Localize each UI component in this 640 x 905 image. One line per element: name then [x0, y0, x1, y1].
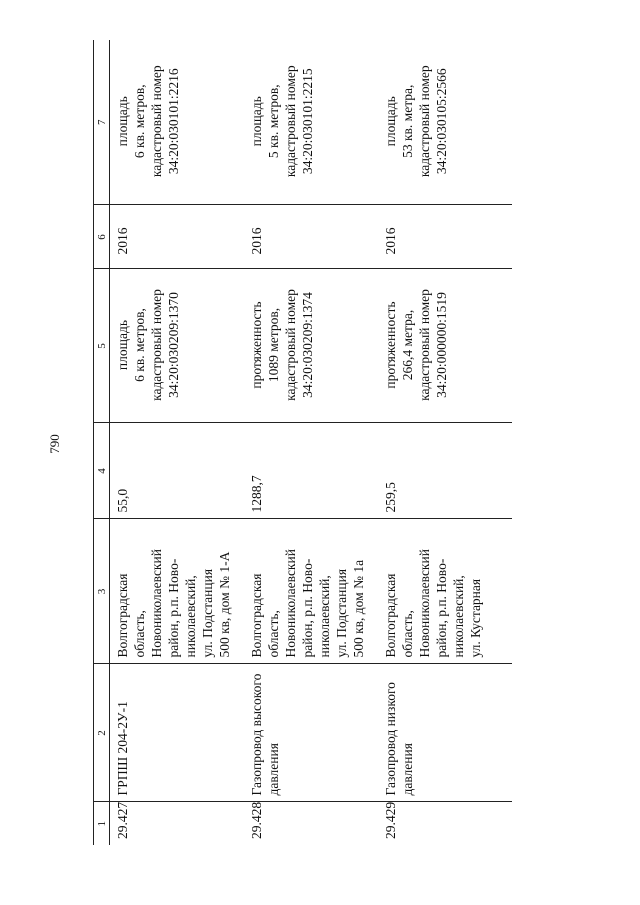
table-row [244, 40, 378, 845]
object-description-line: кадастровый номер [283, 289, 298, 401]
object-address-line: Новониколаевский [149, 549, 164, 658]
object-info-line: площадь [383, 96, 398, 147]
object-address-line: Волгоградская [249, 573, 264, 658]
object-address-line: область, [400, 610, 415, 658]
object-description-line: 34:20:000000:1519 [434, 292, 449, 398]
object-year-cell: 2016 [110, 205, 245, 269]
object-description-line: 34:20:030209:1374 [300, 292, 315, 398]
object-address-line: ул. Кустарная [468, 578, 483, 658]
header-col-2: 2 [94, 664, 110, 802]
object-info-line: кадастровый номер [149, 65, 164, 178]
object-name-line: Газопровод низкого [383, 682, 398, 796]
object-info-cell [244, 40, 378, 205]
object-info-cell [110, 40, 245, 205]
object-address-cell [110, 519, 245, 664]
object-name-line: давления [266, 743, 281, 796]
table-row [378, 40, 512, 845]
object-address-cell [244, 519, 378, 664]
object-address-line: Новониколаевский [283, 549, 298, 658]
object-description-cell [244, 269, 378, 423]
object-info-line: 34:20:030101:2215 [300, 68, 315, 175]
object-description-cell [378, 269, 512, 423]
object-info-line: 34:20:030105:2566 [434, 68, 449, 175]
object-year-cell: 2016 [378, 205, 512, 269]
row-number-cell: 29.428 [249, 801, 264, 839]
row-number-cell: 29.427 [115, 801, 130, 839]
header-col-1: 1 [94, 802, 110, 845]
object-address-line: Новониколаевский [417, 549, 432, 658]
object-name-cell [110, 664, 245, 802]
object-info-line: площадь [249, 96, 264, 147]
object-address-line: Волгоградская [115, 573, 130, 658]
object-description-line: кадастровый номер [417, 289, 432, 401]
property-table [93, 40, 512, 845]
object-address-line: ул. Подстанция [200, 568, 215, 658]
object-description-line: протяженность [249, 301, 264, 389]
object-name-line: Газопровод высокого [249, 673, 264, 796]
object-name-cell [244, 664, 378, 802]
object-description-line: 1089 метров, [266, 307, 281, 383]
object-info-line: кадастровый номер [417, 65, 432, 178]
object-address-line: область, [132, 610, 147, 658]
object-info-line: кадастровый номер [283, 65, 298, 178]
object-value-cell: 1288,7 [244, 423, 378, 519]
page-number: 790 [47, 434, 62, 454]
rotated-table-container [93, 40, 483, 845]
object-name-line: ГРПШ 204-2У-1 [115, 701, 130, 796]
header-col-7: 7 [94, 40, 110, 205]
object-description-line: 266,4 метра, [400, 309, 415, 381]
object-address-line: 500 кв, дом № 1-А [217, 551, 232, 658]
header-col-5: 5 [94, 269, 110, 423]
object-address-line: район, р.п. Ново- [300, 558, 315, 658]
object-info-line: 34:20:030101:2216 [166, 68, 181, 175]
object-address-line: область, [266, 610, 281, 658]
header-row [94, 40, 110, 845]
object-info-line: площадь [115, 96, 130, 147]
object-info-line: 5 кв. метров, [266, 84, 281, 159]
object-address-line: николаевский, [317, 575, 332, 658]
object-description-line: 34:20:030209:1370 [166, 292, 181, 398]
table-row [110, 40, 245, 845]
object-address-line: 500 кв, дом № 1а [351, 559, 366, 658]
object-value-cell: 55,0 [110, 423, 245, 519]
object-address-line: николаевский, [451, 575, 466, 658]
row-number-cell: 29.429 [383, 801, 398, 839]
header-col-6: 6 [94, 205, 110, 269]
header-col-4: 4 [94, 423, 110, 519]
object-address-line: район, р.п. Ново- [434, 558, 449, 658]
object-description-line: 6 кв. метров, [132, 308, 147, 382]
object-description-line: протяженность [383, 301, 398, 389]
object-description-cell [110, 269, 245, 423]
object-year-cell: 2016 [244, 205, 378, 269]
object-address-line: район, р.п. Ново- [166, 558, 181, 658]
object-description-line: кадастровый номер [149, 289, 164, 401]
object-info-line: 53 кв. метра, [400, 84, 415, 158]
object-address-line: Волгоградская [383, 573, 398, 658]
object-name-line: давления [400, 743, 415, 796]
object-description-line: площадь [115, 319, 130, 371]
object-value-cell: 259,5 [378, 423, 512, 519]
object-address-cell [378, 519, 512, 664]
object-info-cell [378, 40, 512, 205]
object-info-line: 6 кв. метров, [132, 84, 147, 159]
header-col-3: 3 [94, 519, 110, 664]
object-address-line: ул. Подстанция [334, 568, 349, 658]
object-name-cell [378, 664, 512, 802]
object-address-line: николаевский, [183, 575, 198, 658]
